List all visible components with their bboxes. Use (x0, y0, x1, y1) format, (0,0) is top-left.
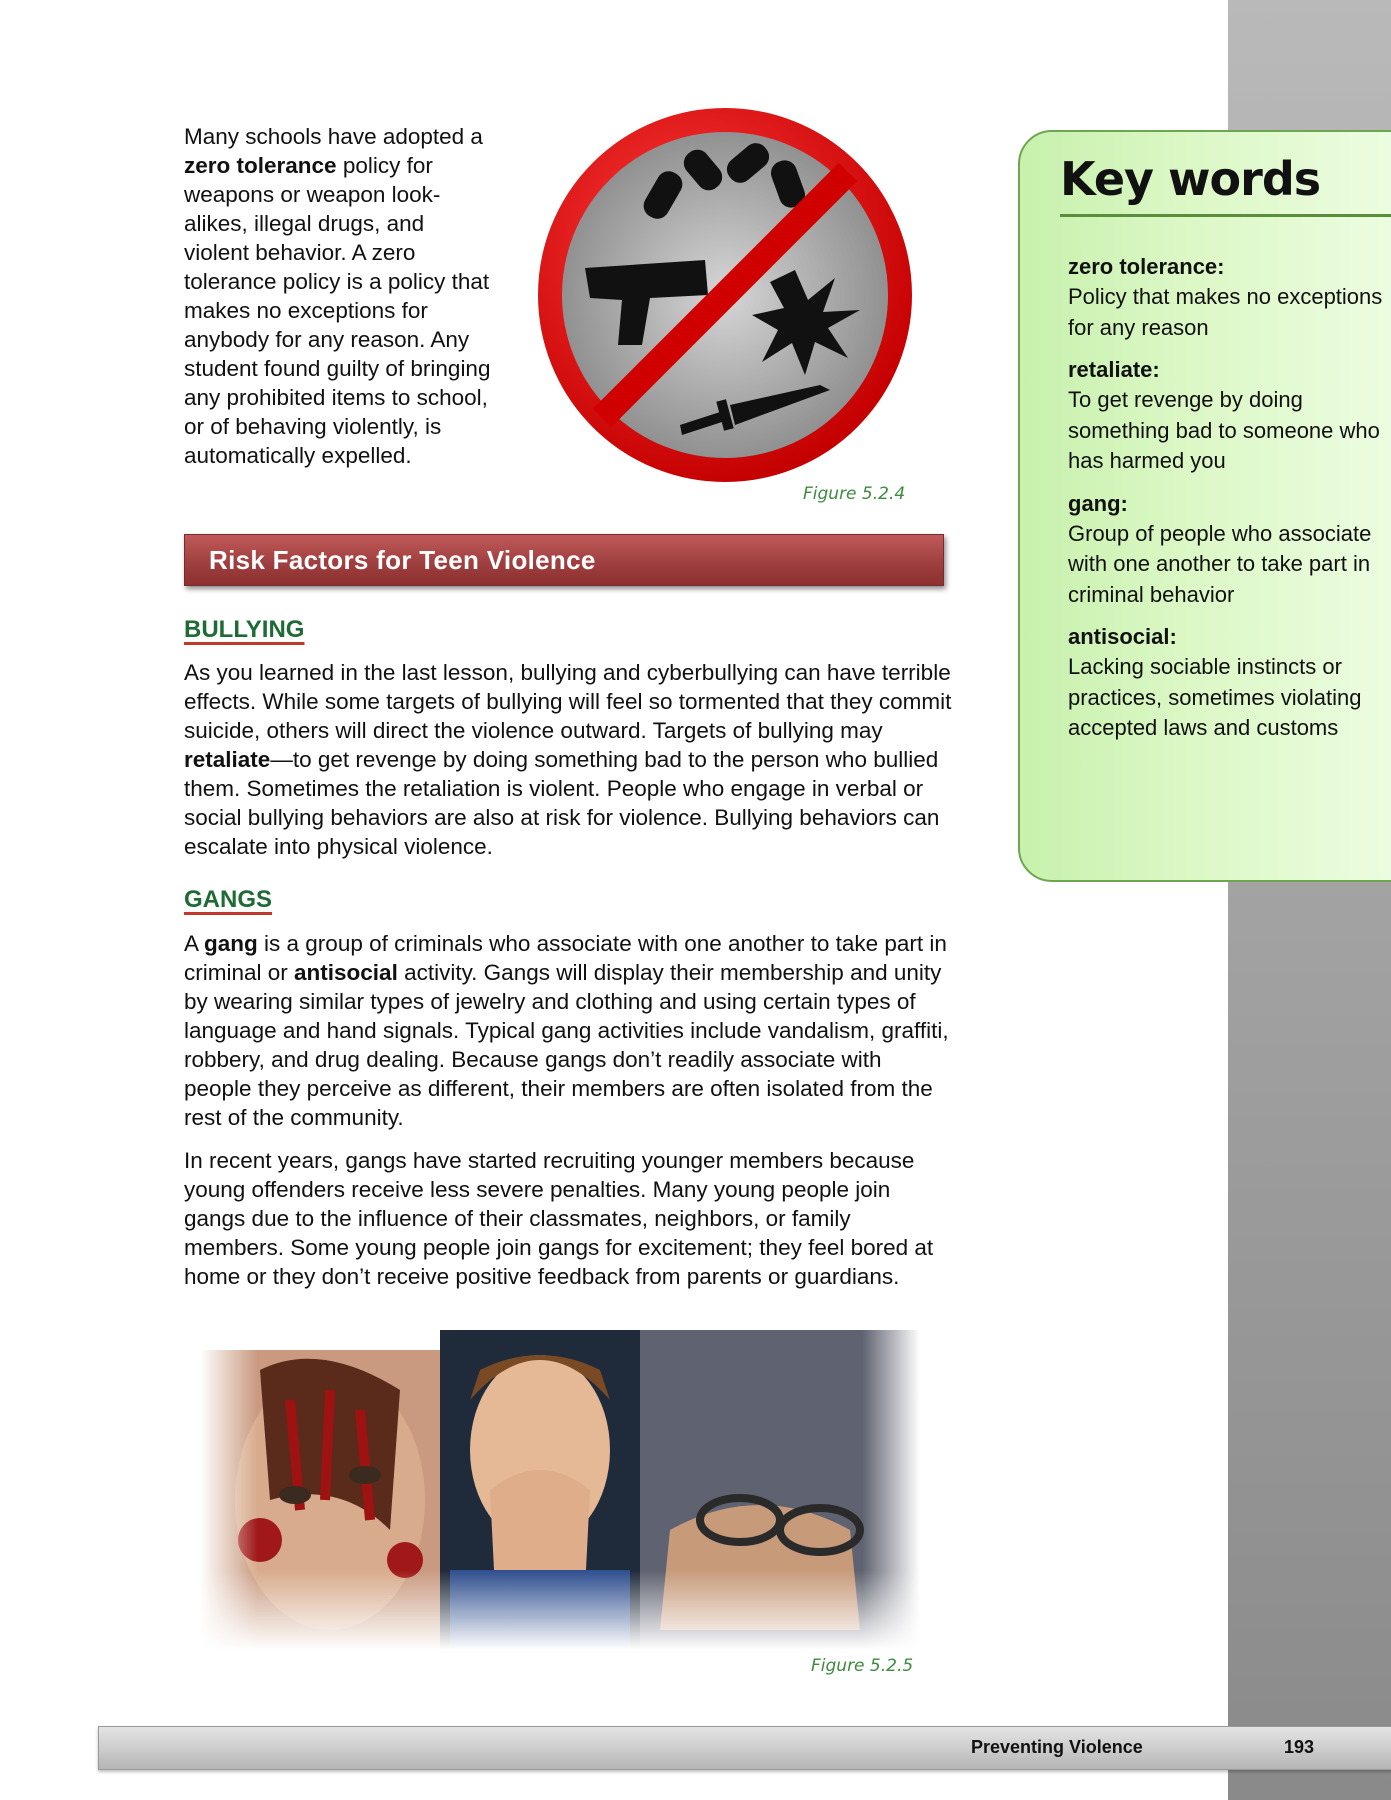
key-word-term: retaliate: (1068, 357, 1160, 382)
key-word-definition: Group of people who associate with one another to take part in criminal behavior (1068, 520, 1372, 607)
gangs-text-3: activity. Gangs will display their membership and unity by wearing similar types of jewelry and clothing and using certain types of language and hand signals. Typical gang activities include vandalism, graffiti, robbery, and drug dealing. Because gangs don’t readily associate with people they perceive as different, their members are often isolated from the rest of the community. (184, 960, 949, 1130)
key-word-definition: To get revenge by doing something bad to someone who has harmed you (1068, 387, 1380, 473)
gangs-paragraph (184, 929, 954, 1132)
key-word-entry (1068, 622, 1391, 744)
teen-violence-photo-collage (200, 1330, 920, 1650)
gangs-text-1: A (184, 931, 205, 956)
footer-chapter-title: Preventing Violence (971, 1737, 1143, 1757)
key-word-definition: Lacking sociable instincts or practices, sometimes violating accepted laws and customs (1068, 654, 1362, 740)
intro-term-zero-tolerance: zero tolerance (184, 153, 337, 178)
key-word-term: zero tolerance: (1068, 254, 1225, 279)
gangs-text-2: is a group of criminals who associate with one another to take part in criminal or (184, 931, 947, 985)
gangs-term-antisocial: antisocial (294, 960, 398, 985)
figure-caption-2: Figure 5.2.5 (811, 1656, 914, 1676)
prohibition-sign-illustration (530, 100, 920, 490)
bullying-term-retaliate: retaliate (184, 747, 271, 772)
key-word-entry (1068, 489, 1391, 611)
page-number: 193 (1284, 1737, 1315, 1757)
section-banner (184, 534, 944, 586)
key-word-term: gang: (1068, 490, 1128, 516)
key-word-entry (1068, 252, 1391, 343)
bullying-text-end: —to get revenge by doing something bad to the person who bullied them. Sometimes the retaliation is violent. People who engage in verbal or social bullying behaviors are also at risk for violence. Bullying behaviors can escalate into physical violence. (184, 747, 940, 859)
key-words-box (1018, 130, 1391, 882)
bullying-text-start: As you learned in the last lesson, bullying and cyberbullying can have terrible effects. While some targets of bullying will feel so tormented that they commit suicide, others will direct the violence outward. Targets of bullying may (184, 660, 952, 743)
gangs-heading: GANGS (184, 886, 273, 913)
key-word-definition: Policy that makes no exceptions for any reason (1068, 284, 1383, 340)
intro-text-start: Many schools have adopted a (184, 124, 483, 149)
bullying-paragraph (184, 658, 954, 861)
banner-title: Risk Factors for Teen Violence (209, 545, 596, 575)
key-words-title: Key words (1060, 152, 1321, 206)
key-words-list (1068, 252, 1391, 756)
key-word-entry (1068, 355, 1391, 477)
intro-text-end: policy for weapons or weapon look-alikes, illegal drugs, and violent behavior. A zero tolerance policy is a policy that makes no exceptions for anybody for any reason. Any student found guilty of bringing any prohibited items to school, or of behaving violently, is automatically expelled. (184, 153, 491, 468)
bullying-heading: BULLYING (184, 616, 305, 643)
key-word-term: antisocial: (1068, 624, 1177, 649)
figure-caption-1: Figure 5.2.4 (803, 484, 906, 504)
intro-paragraph (184, 122, 494, 470)
key-words-divider (1060, 214, 1391, 217)
recent-years-paragraph: In recent years, gangs have started recruiting younger members because young offenders receive less severe penalties. Many young people join gangs due to the influence of their classmates, neighbors, or family members. Some young people join gangs for excitement; they feel bored at home or they don’t receive positive feedback from parents or guardians. (184, 1148, 934, 1289)
gangs-term-gang: gang (204, 931, 258, 956)
page-footer (98, 1726, 1391, 1770)
